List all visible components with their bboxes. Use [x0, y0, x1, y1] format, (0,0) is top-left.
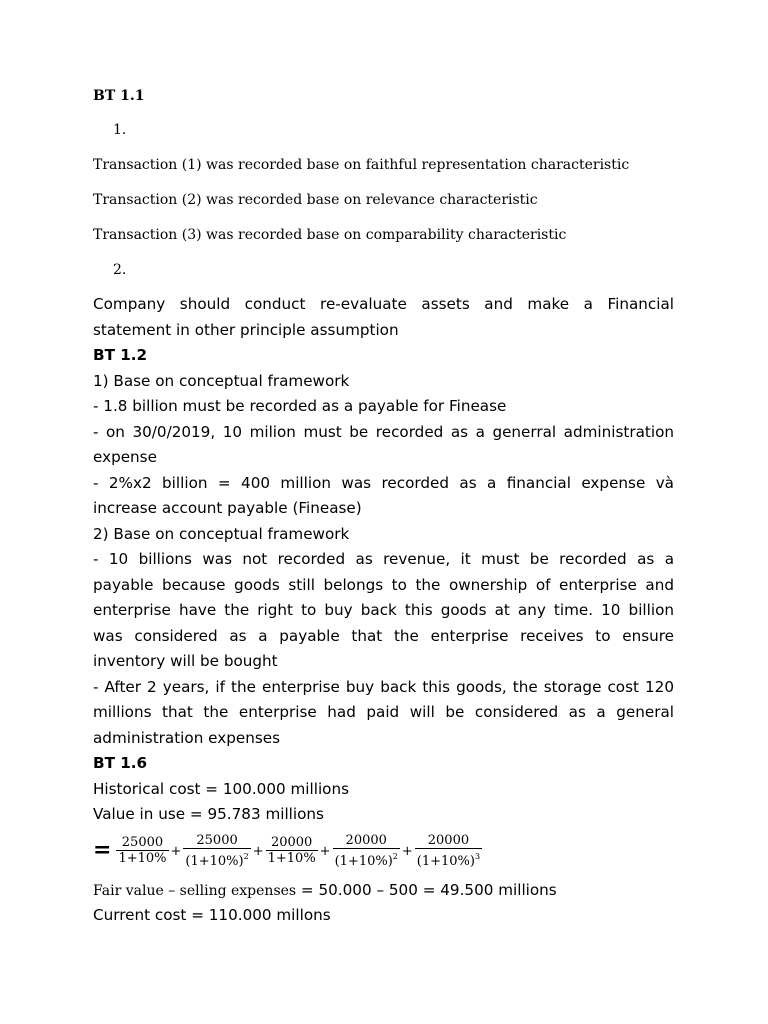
plus-sign: + [319, 843, 331, 859]
heading-bt-1-6: BT 1.6 [93, 754, 148, 772]
fraction-numerator: 20000 [345, 832, 387, 848]
list-number-2: 2. [113, 262, 127, 278]
paragraph-line: - on 30/0/2019, 10 milion must be recorded as a generral administration [93, 423, 674, 441]
paragraph-line: payable because goods still belongs to the ownership of enterprise and [93, 576, 674, 594]
fraction-numerator: 25000 [121, 835, 164, 850]
heading-bt-1-2: BT 1.2 [93, 346, 148, 364]
paragraph-line: administration expenses [93, 729, 280, 747]
fraction-term-5 [414, 833, 483, 870]
paragraph-line: was considered as a payable that the enterprise receives to ensure [93, 627, 674, 645]
fair-value-calculation: = 50.000 – 500 = 49.500 millions [296, 881, 557, 899]
paragraph-line: - 1.8 billion must be recorded as a payable for Finease [93, 397, 507, 415]
fraction-term-2 [182, 833, 251, 870]
fraction-numerator: 20000 [270, 835, 313, 850]
value-in-use-line: Value in use = 95.783 millions [93, 805, 324, 823]
fraction-denominator: $(1+10\%)^2$ [334, 851, 398, 869]
fraction-denominator: $(1+10\%)^2$ [185, 851, 249, 869]
plus-sign: + [401, 843, 413, 859]
fraction-term-1 [115, 835, 169, 867]
paragraph-line: Company should conduct re-evaluate assets and make a Financial [93, 295, 674, 313]
heading-bt-1-1: BT 1.1 [93, 88, 145, 104]
paragraph-line: - 10 billions was not recorded as revenue, it must be recorded as a [93, 550, 674, 568]
paragraph-line: increase account payable (Finease) [93, 499, 362, 517]
fraction-numerator: 25000 [196, 832, 238, 848]
paragraph-line: enterprise have the right to buy back this goods at any time. 10 billion [93, 601, 674, 619]
historical-cost-line: Historical cost = 100.000 millions [93, 780, 349, 798]
fraction-denominator: $(1+10\%)^3$ [416, 851, 481, 869]
paragraph-line: millions that the enterprise had paid will be considered as a general [93, 703, 674, 721]
exponent: 2 [243, 851, 249, 861]
equals-sign: = [93, 837, 112, 863]
paragraph-line: - After 2 years, if the enterprise buy back this goods, the storage cost 120 [93, 678, 674, 696]
paragraph-line: expense [93, 448, 157, 466]
paragraph-line: statement in other principle assumption [93, 321, 399, 339]
transaction-line-2: Transaction (2) was recorded base on relevance characteristic [93, 192, 538, 208]
plus-sign: + [252, 843, 264, 859]
fraction-term-3 [265, 835, 319, 867]
current-cost-line: Current cost = 110.000 millons [93, 906, 331, 924]
paragraph-line: inventory will be bought [93, 652, 278, 670]
plus-sign: + [170, 843, 182, 859]
paragraph-line: 1) Base on conceptual framework [93, 372, 350, 390]
fraction-numerator: 20000 [427, 832, 470, 848]
paragraph-line: 2) Base on conceptual framework [93, 525, 350, 543]
list-number-1: 1. [113, 122, 127, 138]
fraction-denominator: 1+10% [267, 851, 316, 866]
fair-value-line [93, 878, 557, 905]
value-in-use-formula [93, 832, 483, 870]
exponent: 3 [474, 851, 481, 861]
fraction-denominator: 1+10% [118, 851, 167, 866]
paragraph-line: - 2%x2 billion = 400 million was recorded as a financial expense và [93, 474, 674, 492]
fraction-term-4 [332, 833, 401, 870]
fair-value-label: Fair value – selling expenses [93, 883, 297, 899]
transaction-line-1: Transaction (1) was recorded base on faithful representation characteristic [93, 157, 630, 173]
transaction-line-3: Transaction (3) was recorded base on comparability characteristic [93, 227, 567, 243]
exponent: 2 [392, 851, 398, 861]
